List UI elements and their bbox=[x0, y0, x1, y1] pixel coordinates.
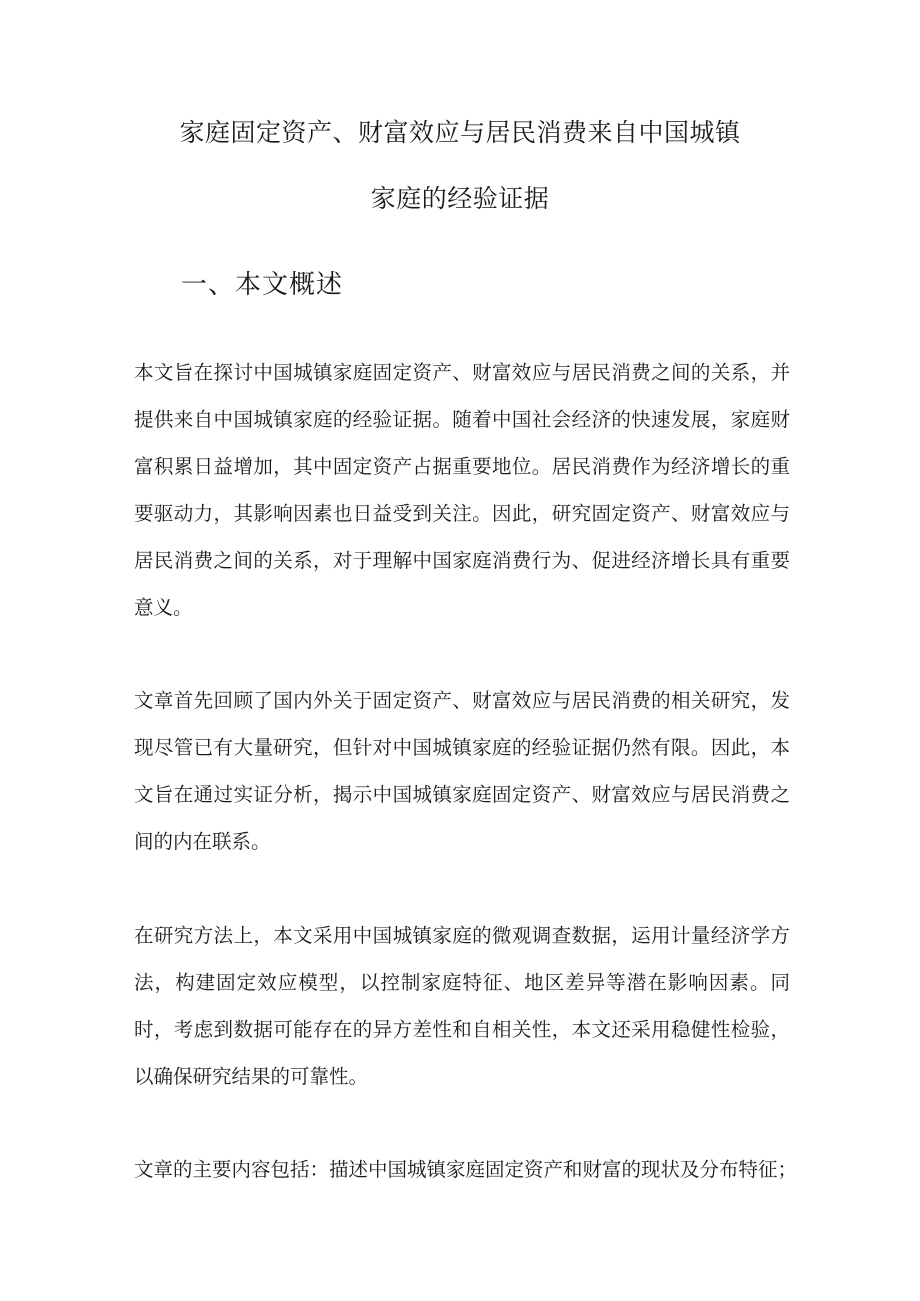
document-title-line-2: 家庭的经验证据 bbox=[370, 184, 550, 213]
section-heading: 一、本文概述 bbox=[181, 270, 344, 300]
paragraph-methodology: 在研究方法上，本文采用中国城镇家庭的微观调查数据，运用计量经济学方法，构建固定效应模型，以控制家庭特征、地区差异等潜在影响因素。同时，考虑到数据可能存在的异方差性和自相关性，本文还采用稳健性检验，以确保研究结果的可靠性。 bbox=[134, 924, 790, 1088]
paragraph-main-content: 文章的主要内容包括：描述中国城镇家庭固定资产和财富的现状及分布特征； bbox=[134, 1158, 798, 1181]
document-title-line-1: 家庭固定资产、财富效应与居民消费来自中国城镇 bbox=[179, 118, 741, 147]
paragraph-literature-review: 文章首先回顾了国内外关于固定资产、财富效应与居民消费的相关研究，发现尽管已有大量研究，但针对中国城镇家庭的经验证据仍然有限。因此，本文旨在通过实证分析，揭示中国城镇家庭固定资产、财富效应与居民消费之间的内在联系。 bbox=[134, 689, 790, 853]
paragraph-overview: 本文旨在探讨中国城镇家庭固定资产、财富效应与居民消费之间的关系，并提供来自中国城镇家庭的经验证据。随着中国社会经济的快速发展，家庭财富积累日益增加，其中固定资产占据重要地位。居民消费作为经济增长的重要驱动力，其影响因素也日益受到关注。因此，研究固定资产、财富效应与居民消费之间的关系，对于理解中国家庭消费行为、促进经济增长具有重要意义。 bbox=[134, 361, 790, 619]
